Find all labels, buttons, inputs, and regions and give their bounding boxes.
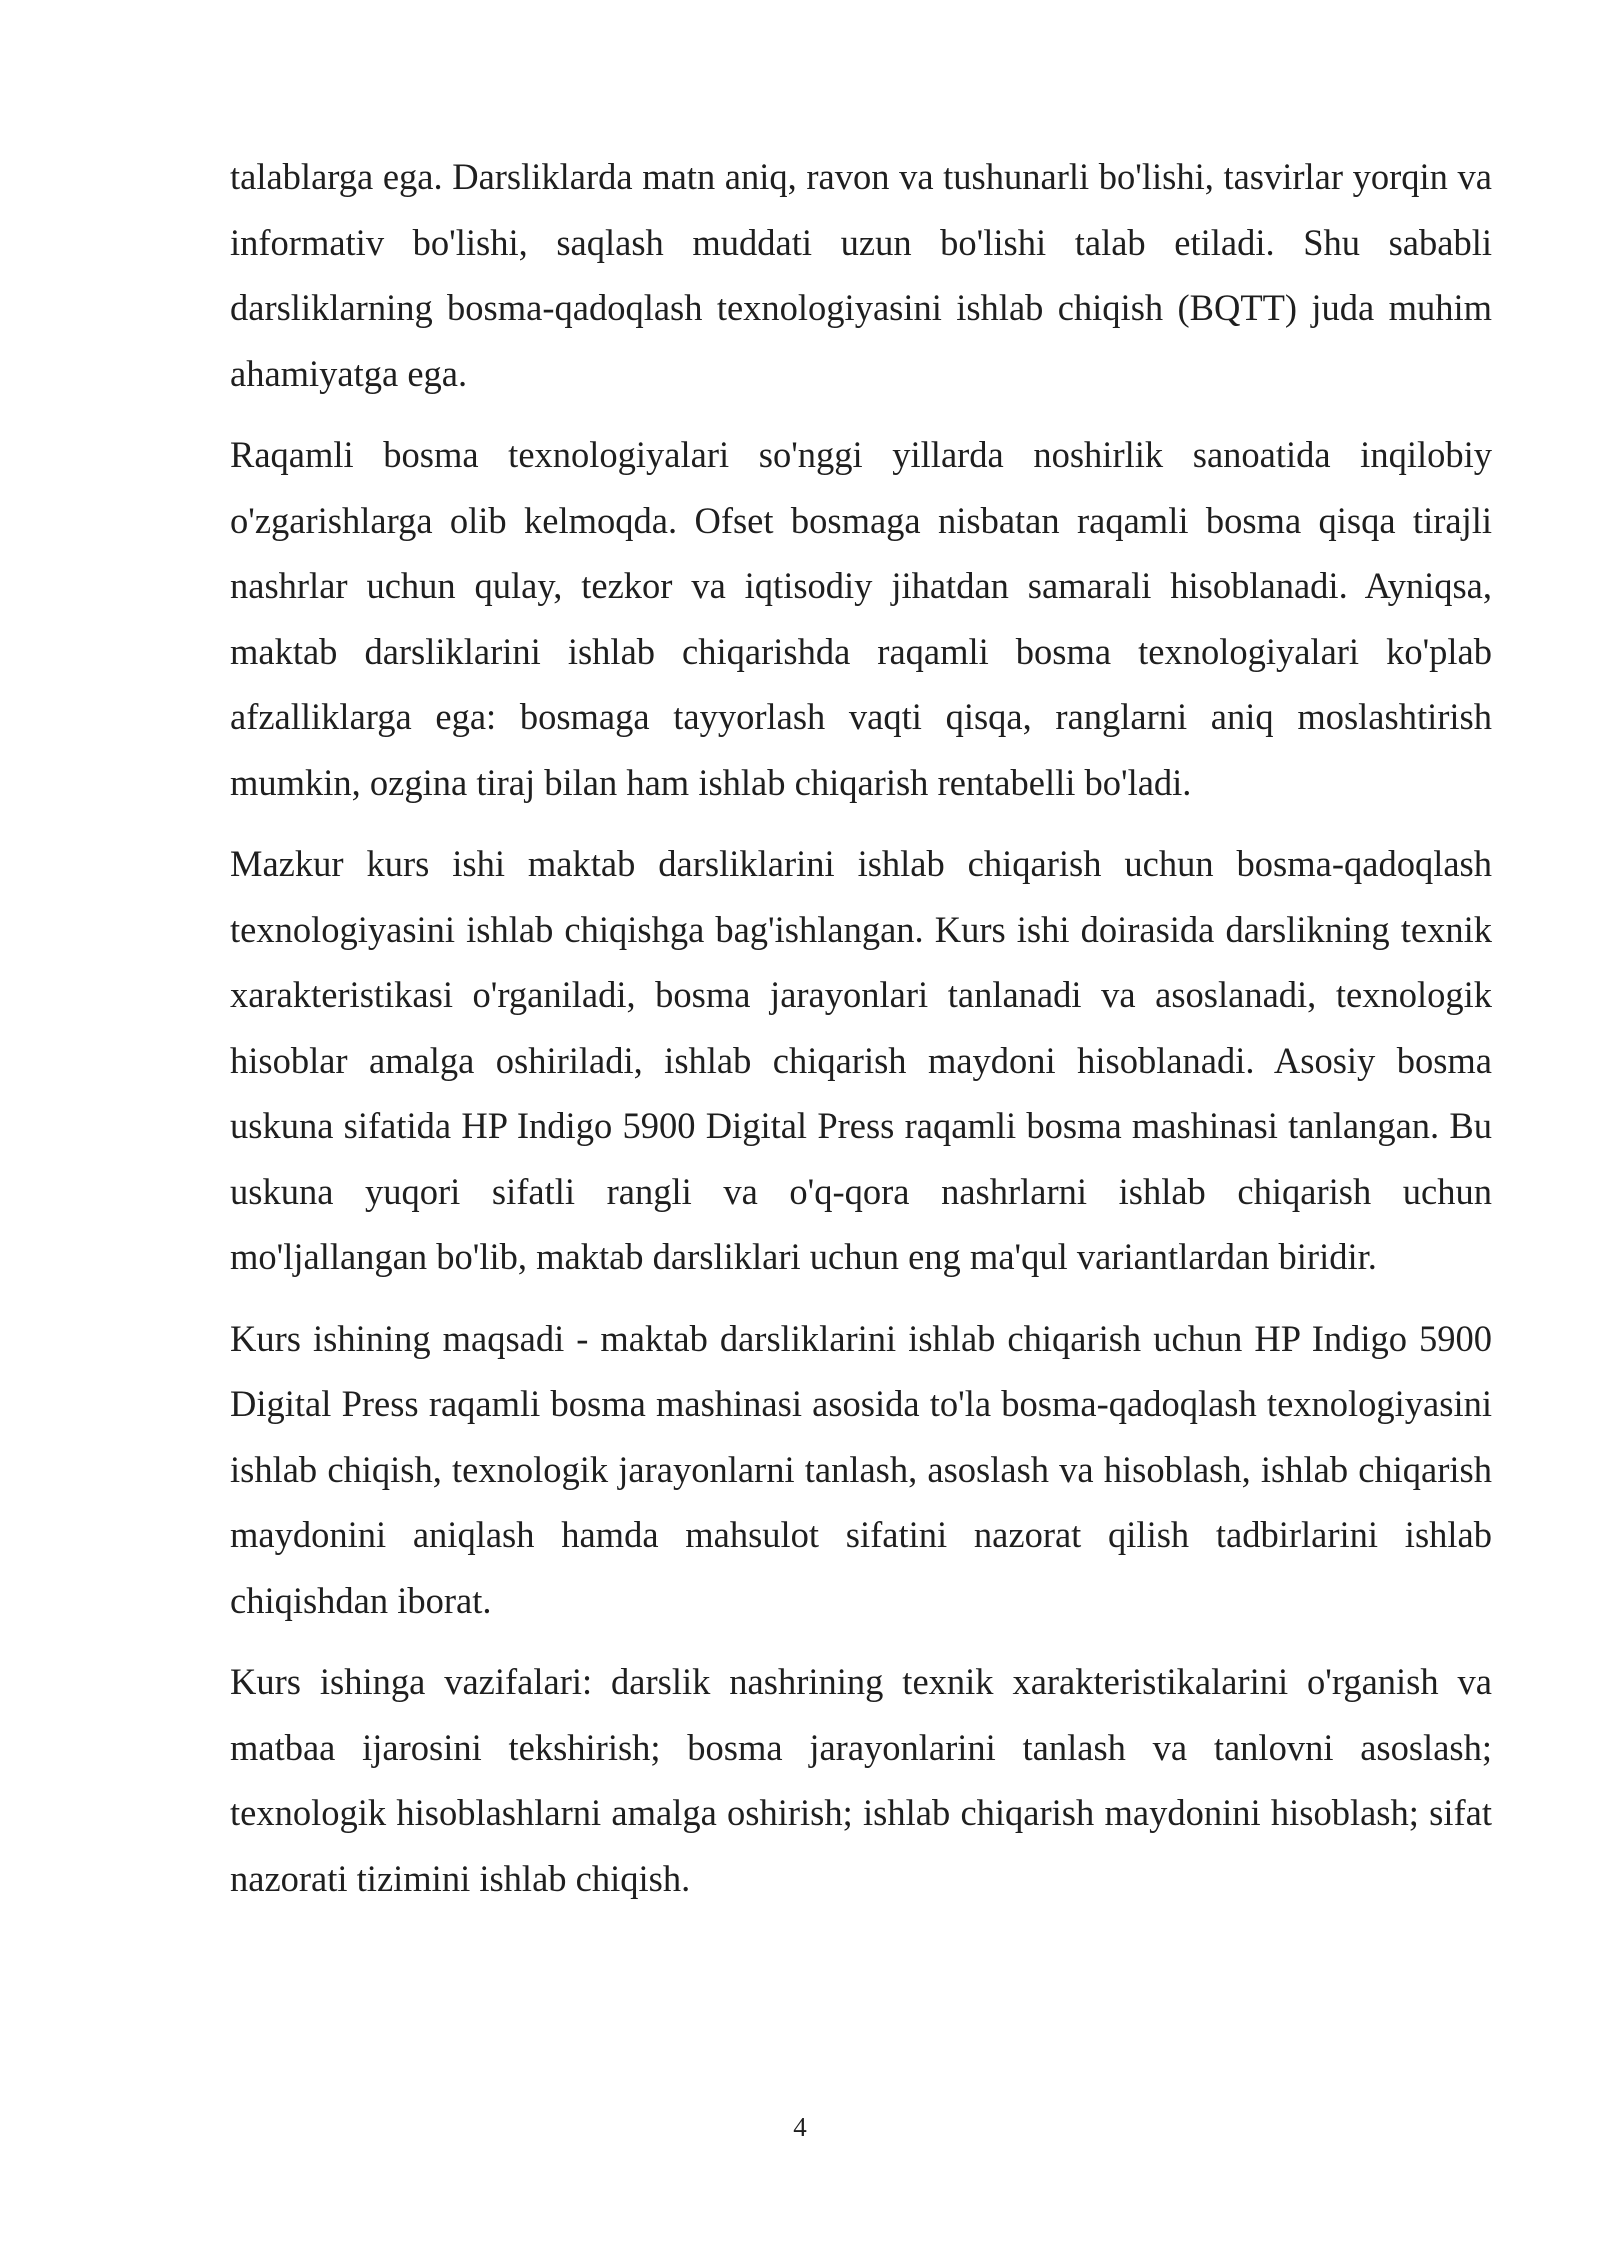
paragraph-3: Mazkur kurs ishi maktab darsliklarini ishlab chiqarish uchun bosma-qadoqlash texnologiyasini ishlab chiqishga bag'ishlangan. Kurs ishi doirasida darslikning texnik xarakteristikasi o'rganiladi, bosma jarayonlari tanlanadi va asoslanadi, texnologik hisoblar amalga oshiriladi, ishlab chiqarish maydoni hisoblanadi. Asosiy bosma uskuna sifatida HP Indigo 5900 Digital Press raqamli bosma mashinasi tanlangan. Bu uskuna yuqori sifatli rangli va o'q-qora nashrlarni ishlab chiqarish uchun mo'ljallangan bo'lib, maktab darsliklari uchun eng ma'qul variantlardan biridir.	[230, 843, 1492, 1277]
page-number: 4	[793, 2112, 807, 2142]
page-body	[230, 144, 1492, 1927]
paragraph-1: talablarga ega. Darsliklarda matn aniq, ravon va tushunarli bo'lishi, tasvirlar yorqin va informativ bo'lishi, saqlash muddati uzun bo'lishi talab etiladi. Shu sababli darsliklarning bosma-qadoqlash texnologiyasini ishlab chiqish (BQTT) juda muhim ahamiyatga ega.	[230, 156, 1492, 394]
paragraph-5: Kurs ishinga vazifalari: darslik nashrining texnik xarakteristikalarini o'rganish va matbaa ijarosini tekshirish; bosma jarayonlarini tanlash va tanlovni asoslash; texnologik hisoblashlarni amalga oshirish; ishlab chiqarish maydonini hisoblash; sifat nazorati tizimini ishlab chiqish.	[230, 1661, 1492, 1899]
paragraph-4: Kurs ishining maqsadi - maktab darsliklarini ishlab chiqarish uchun HP Indigo 5900 Digital Press raqamli bosma mashinasi asosida to'la bosma-qadoqlash texnologiyasini ishlab chiqish, texnologik jarayonlarni tanlash, asoslash va hisoblash, ishlab chiqarish maydonini aniqlash hamda mahsulot sifatini nazorat qilish tadbirlarini ishlab chiqishdan iborat.	[230, 1317, 1492, 1621]
paragraph-2: Raqamli bosma texnologiyalari so'nggi yillarda noshirlik sanoatida inqilobiy o'zgarishlarga olib kelmoqda. Ofset bosmaga nisbatan raqamli bosma qisqa tirajli nashrlar uchun qulay, tezkor va iqtisodiy jihatdan samarali hisoblanadi. Ayniqsa, maktab darsliklarini ishlab chiqarishda raqamli bosma texnologiyalari ko'plab afzalliklarga ega: bosmaga tayyorlash vaqti qisqa, ranglarni aniq moslashtirish mumkin, ozgina tiraj bilan ham ishlab chiqarish rentabelli bo'ladi.	[230, 434, 1492, 803]
